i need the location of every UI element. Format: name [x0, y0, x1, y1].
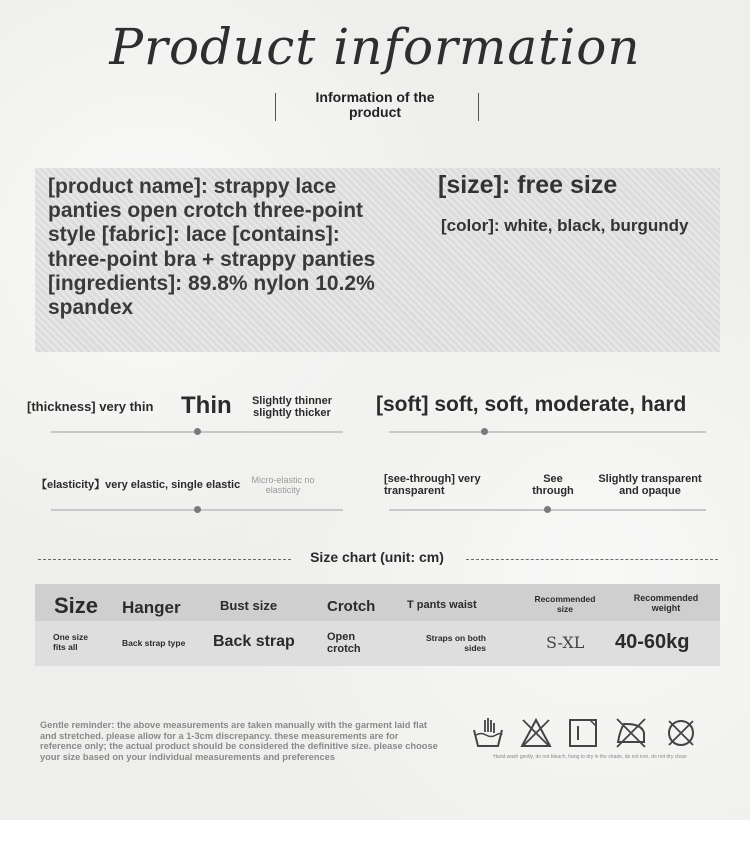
transparency-label: [see-through] very transparent: [384, 473, 481, 497]
title-divider-right: [478, 93, 479, 121]
cell-size: One size fits all: [53, 632, 88, 652]
gentle-reminder: Gentle reminder: the above measurements are taken manually with the garment laid flat and stretched. please allow for a 1-3cm discrepancy. these measurements are for reference only; the actual product should be considered the definitive size. please choose your size based on your individual measurements and preferences: [40, 720, 438, 762]
thickness-indicator: [194, 428, 201, 435]
transparency-indicator: [544, 506, 551, 513]
product-color: [color]: white, black, burgundy: [441, 216, 689, 235]
cell-recommended-size: S-XL: [546, 633, 585, 652]
cell-t-pants-waist: Straps on both sides: [426, 633, 486, 653]
product-size: [size]: free size: [438, 171, 618, 199]
hand-wash-icon: [471, 716, 505, 750]
thickness-options: Slightly thinner slightly thicker: [251, 395, 333, 419]
elasticity-indicator: [194, 506, 201, 513]
title-divider-left: [275, 93, 276, 121]
size-chart-divider-left: [38, 559, 291, 560]
hang-dry-icon: [566, 716, 600, 750]
care-instructions-caption: Hand wash gently, do not bleach, hang to dry in the shade, do not iron, do not dry clean: [493, 754, 687, 760]
transparency-options: Slightly transparent and opaque: [598, 473, 702, 497]
transparency-value: See through: [532, 473, 574, 497]
elasticity-label: 【elasticity】very elastic, single elastic: [36, 479, 241, 491]
cell-bust-size: Back strap: [213, 633, 295, 650]
header-bust-size: Bust size: [220, 598, 278, 613]
page-subtitle: Information of the product: [315, 89, 435, 120]
product-description: [product name]: strappy lace panties open crotch three-point style [fabric]: lace [contains]: three-point bra + strappy panties [ingredients]: 89.8% nylon 10.2% spandex: [48, 175, 376, 320]
elasticity-options: Micro-elastic no elasticity: [251, 475, 315, 495]
softness-track: [389, 431, 706, 433]
cell-hanger: Back strap type: [122, 638, 186, 648]
no-bleach-icon: [519, 716, 553, 750]
bottom-margin: [0, 820, 750, 857]
cell-recommended-weight: 40-60kg: [615, 631, 690, 653]
page-title: Product information: [109, 18, 641, 76]
size-chart-title: Size chart (unit: cm): [310, 549, 444, 565]
no-iron-icon: [614, 716, 648, 750]
header-crotch: Crotch: [327, 598, 376, 615]
thickness-value: Thin: [181, 392, 232, 419]
size-chart-divider-right: [466, 559, 718, 560]
cell-crotch: Open crotch: [327, 631, 361, 655]
softness-indicator: [481, 428, 488, 435]
header-hanger: Hanger: [122, 598, 181, 617]
header-size: Size: [54, 593, 99, 618]
header-t-pants-waist: T pants waist: [407, 599, 477, 611]
thickness-label: [thickness] very thin: [27, 399, 154, 414]
softness-label: [soft] soft, soft, moderate, hard: [376, 393, 687, 416]
no-dry-clean-icon: [664, 716, 698, 750]
header-recommended-weight: Recommended weight: [633, 593, 699, 613]
header-recommended-size: Recommended size: [534, 594, 596, 614]
